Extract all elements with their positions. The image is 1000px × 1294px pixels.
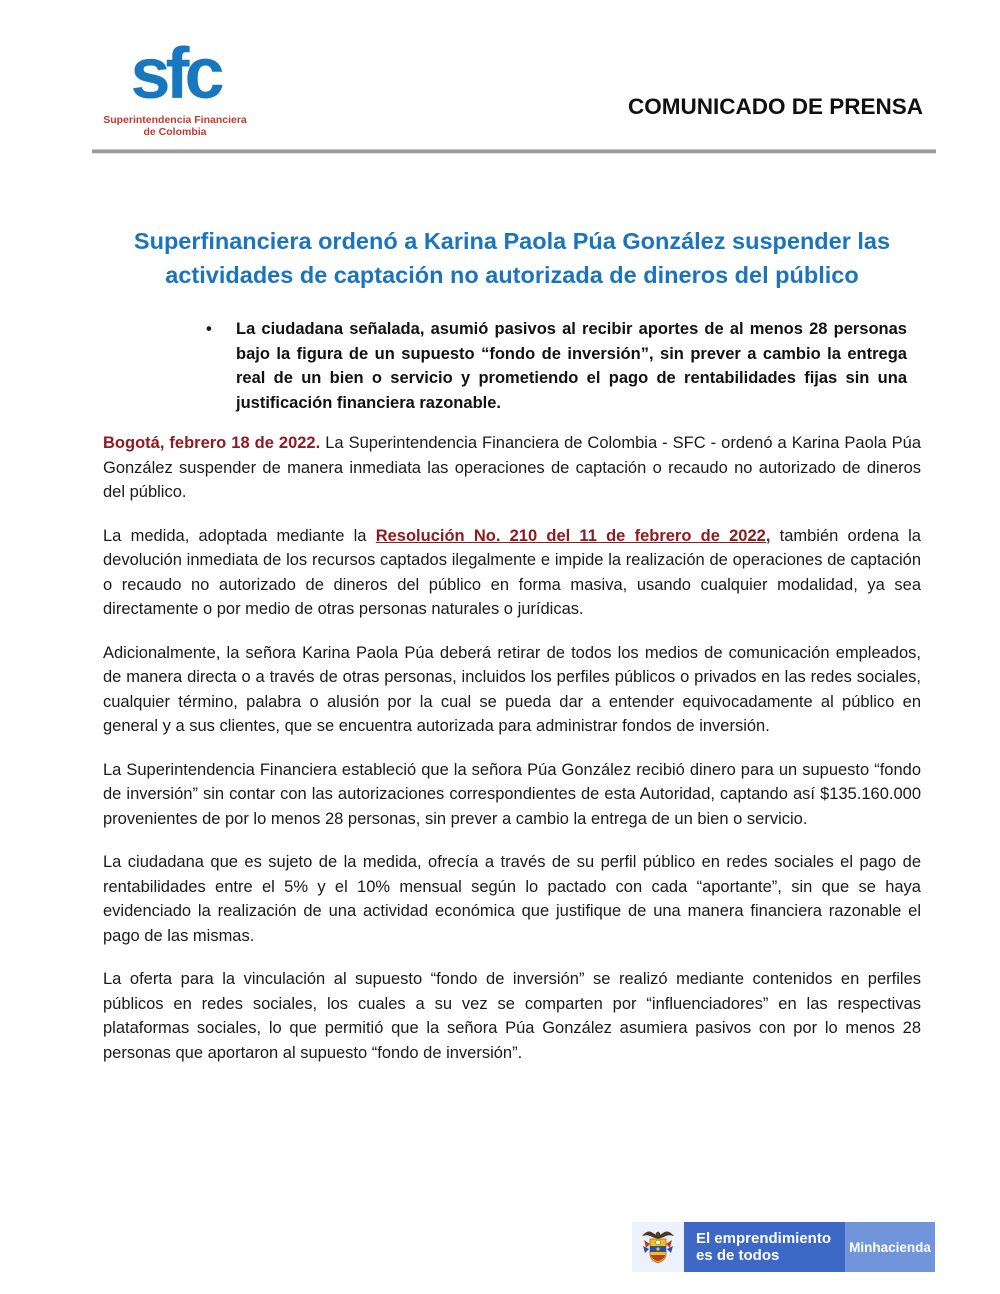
paragraph-offer: La oferta para la vinculación al supuesto “fondo de inversión” se realizó mediante contenidos en perfiles públicos en redes sociales, los cuales a su vez se comparten por “influenciadores” en las respectivas plataformas sociales, lo que permitió que la señora Púa González asumiera pasivos con por lo menos 28 personas que aportaron al supuesto “fondo de inversión”. <box>103 970 921 1062</box>
sfc-logo-org-line2: de Colombia <box>143 126 207 138</box>
sfc-logo-org-name <box>100 114 250 138</box>
colombia-coat-of-arms-icon <box>640 1228 676 1266</box>
slogan-line1: El emprendimiento <box>695 1229 831 1247</box>
summary-bullet <box>206 317 907 415</box>
government-slogan <box>684 1222 845 1272</box>
document-body <box>103 224 921 1065</box>
paragraph-additionally: Adicionalmente, la señora Karina Paola Púa deberá retirar de todos los medios de comunicación empleados, de manera directa o a través de otras personas, incluidos los perfiles públicos o privados en las redes sociales, cualquier término, palabra o alusión por la cual se pueda dar a entender equivocadamente al público en general y a sus clientes, que se encuentra autorizada para administrar fondos de inversión. <box>103 643 921 735</box>
sfc-logo <box>100 34 250 138</box>
dateline: Bogotá, febrero 18 de 2022. <box>103 434 321 452</box>
bullet-marker-icon: • <box>206 320 212 338</box>
document-type-label: COMUNICADO DE PRENSA <box>627 94 923 119</box>
page-title: Superfinanciera ordenó a Karina Paola Púa González suspender las actividades de captación no autorizada de dineros del público <box>133 228 891 288</box>
paragraph-intro <box>103 431 921 505</box>
paragraph-measure-pre: La medida, adoptada mediante la <box>103 526 376 545</box>
ministry-label: Minhacienda <box>845 1222 935 1272</box>
paragraph-measure <box>103 524 921 622</box>
resolution-link[interactable]: Resolución No. 210 del 11 de febrero de 2022, <box>375 526 771 545</box>
crest-box <box>632 1222 684 1272</box>
government-banner <box>632 1222 935 1272</box>
paragraph-established: La Superintendencia Financiera estableció que la señora Púa González recibió dinero para un supuesto “fondo de inversión” sin contar con las autorizaciones correspondientes de esta Autoridad, captando así $135.160.000 provenientes de por lo menos 28 personas, sin prever a cambio la entrega de un bien o servicio. <box>103 760 921 828</box>
paragraph-returns: La ciudadana que es sujeto de la medida, ofrecía a través de su perfil público en redes sociales el pago de rentabilidades entre el 5% y el 10% mensual según lo pactado con cada “aportante”, sin que se haya evidenciado la realización de una actividad económica que justifique de una manera financiera razonable el pago de las mismas. <box>103 853 921 945</box>
sfc-logo-org-line1: Superintendencia Financiera <box>103 114 247 126</box>
paragraph-measure-post: también ordena la devolución inmediata de los recursos captados ilegalmente e impide la realización de operaciones de captación o recaudo no autorizado de dineros del público en forma masiva, usando cualquier modalidad, ya sea directamente o por medio de otras personas naturales o jurídicas. <box>103 526 921 618</box>
sfc-logo-acronym: sfc <box>130 34 220 114</box>
summary-bullet-text: La ciudadana señalada, asumió pasivos al recibir aportes de al menos 28 personas bajo la figura de un supuesto “fondo de inversión”, sin prever a cambio la entrega real de un bien o servicio y prometiendo el pago de rentabilidades fijas sin una justificación financiera razonable. <box>236 320 907 412</box>
header-divider <box>92 149 936 154</box>
slogan-line2: es de todos <box>695 1247 780 1264</box>
paragraph-intro-text: La Superintendencia Financiera de Colombia - SFC - ordenó a Karina Paola Púa González suspender de manera inmediata las operaciones de captación o recaudo no autorizado de dineros del público. <box>103 434 922 501</box>
